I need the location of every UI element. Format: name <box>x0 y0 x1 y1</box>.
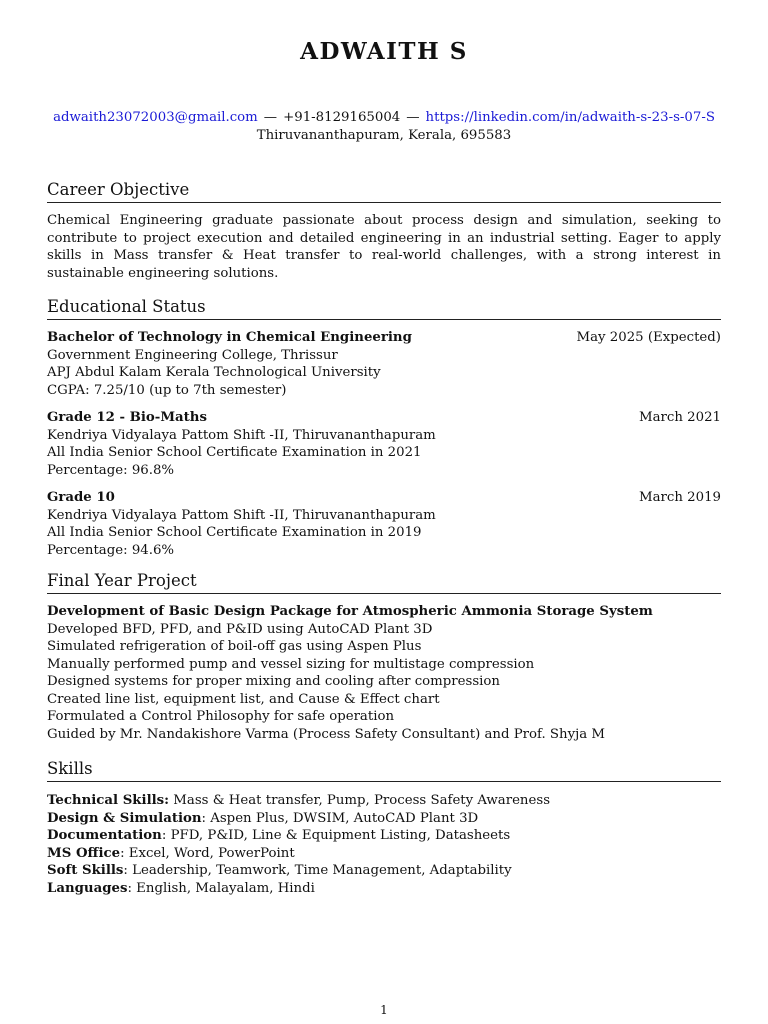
degree-date: May 2025 (Expected) <box>576 330 721 345</box>
education-line: Percentage: 96.8% <box>47 462 175 478</box>
skill-value: : English, Malayalam, Hindi <box>127 880 315 896</box>
skill-value: : PFD, P&ID, Line & Equipment Listing, Datasheets <box>161 828 511 843</box>
skill-label: Soft Skills <box>47 863 124 878</box>
education-line: Kendriya Vidyalaya Pattom Shift -II, Thiruvananthapuram <box>47 507 436 523</box>
skill-value: : Leadership, Teamwork, Time Management, Adaptability <box>123 863 512 878</box>
skill-label: Documentation <box>47 828 162 843</box>
separator: — <box>263 110 278 125</box>
phone-number: +91-8129165004 <box>283 110 401 125</box>
degree-title: Grade 12 - Bio-Maths <box>47 410 207 425</box>
skill-label: Design & Simulation <box>47 810 202 826</box>
degree-title: Bachelor of Technology in Chemical Engineering <box>47 330 412 345</box>
page-number: 1 <box>380 1003 388 1017</box>
skills-section <box>47 759 721 897</box>
education-line: APJ Abdul Kalam Kerala Technological University <box>47 365 381 380</box>
skill-value: : Aspen Plus, DWSIM, AutoCAD Plant 3D <box>201 810 479 826</box>
skill-label: MS Office <box>47 845 121 861</box>
education-entry <box>47 409 721 479</box>
education-line: CGPA: 7.25/10 (up to 7th semester) <box>47 382 287 398</box>
skill-value: : Excel, Word, PowerPoint <box>120 845 295 861</box>
section-title: Career Objective <box>47 180 721 203</box>
email-link[interactable]: adwaith23072003@gmail.com <box>53 110 258 125</box>
project-heading: Development of Basic Design Package for Atmospheric Ammonia Storage System <box>47 604 653 619</box>
skill-row <box>47 827 721 845</box>
skill-label: Languages <box>47 880 128 896</box>
education-entry <box>47 329 721 399</box>
project-line: Manually performed pump and vessel sizing for multistage compression <box>47 656 535 672</box>
career-objective-text: Chemical Engineering graduate passionate about process design and simulation, seeking to contribute to project execution and detailed engineering in an industrial setting. Eager to apply skills in Mass transfer & Heat transfer to real-world challenges, with a strong interest in sustainable engineering solutions. <box>47 213 721 281</box>
skill-value: Mass & Heat transfer, Pump, Process Safety Awareness <box>169 793 551 808</box>
education-line: Kendriya Vidyalaya Pattom Shift -II, Thiruvananthapuram <box>47 427 436 443</box>
skills-list <box>47 792 721 897</box>
section-title: Skills <box>47 759 721 782</box>
project-line: Simulated refrigeration of boil-off gas using Aspen Plus <box>47 639 422 654</box>
project-line: Created line list, equipment list, and Cause & Effect chart <box>47 691 440 707</box>
skill-row <box>47 845 721 863</box>
skill-row <box>47 810 721 828</box>
candidate-name: ADWAITH S <box>300 38 468 65</box>
education-section <box>47 297 721 559</box>
skill-row <box>47 880 721 898</box>
education-line: Percentage: 94.6% <box>47 542 175 558</box>
skill-row <box>47 862 721 880</box>
contact-line <box>0 110 768 125</box>
project-line: Developed BFD, PFD, and P&ID using AutoCAD Plant 3D <box>47 621 433 637</box>
education-entry <box>47 489 721 559</box>
section-title: Final Year Project <box>47 571 721 594</box>
education-line: Government Engineering College, Thrissur <box>47 347 338 363</box>
degree-date: March 2021 <box>639 410 721 425</box>
degree-date: March 2019 <box>639 490 721 505</box>
project-section <box>47 571 721 743</box>
address: Thiruvananthapuram, Kerala, 695583 <box>256 128 512 143</box>
education-line: All India Senior School Certificate Examination in 2019 <box>47 525 422 540</box>
career-objective-section <box>47 180 721 282</box>
linkedin-link[interactable]: https://linkedin.com/in/adwaith-s-23-s-07-S <box>425 110 715 125</box>
skill-row <box>47 792 721 810</box>
skill-label: Technical Skills: <box>47 793 170 808</box>
education-line: All India Senior School Certificate Examination in 2021 <box>47 445 422 460</box>
project-line: Guided by Mr. Nandakishore Varma (Process Safety Consultant) and Prof. Shyja M <box>47 726 606 742</box>
separator: — <box>406 110 420 125</box>
project-line: Formulated a Control Philosophy for safe operation <box>47 709 395 724</box>
degree-title: Grade 10 <box>47 490 115 505</box>
project-line: Designed systems for proper mixing and cooling after compression <box>47 674 500 689</box>
project-entry <box>47 603 721 743</box>
section-title: Educational Status <box>47 297 721 320</box>
